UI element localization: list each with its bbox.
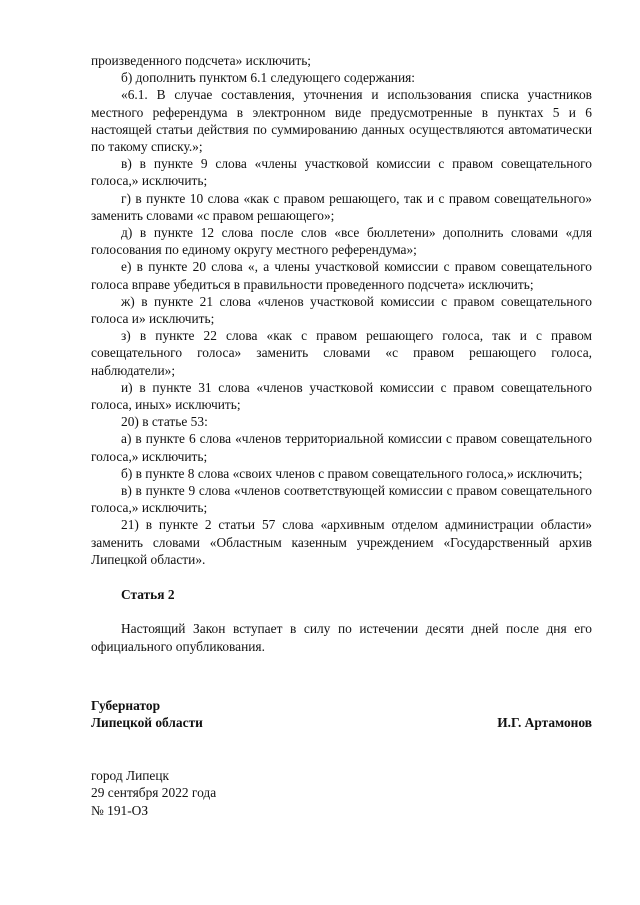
signature-name: И.Г. Артамонов	[497, 714, 592, 730]
signature-title-line2: Липецкой области	[91, 714, 203, 730]
paragraph-2: б) дополнить пунктом 6.1 следующего содержания:	[121, 70, 415, 86]
paragraph-13: б) в пункте 8 слова «своих членов с правом совещательного голоса,» исключить;	[121, 465, 583, 481]
paragraph-6: д) в пункте 12 слова после слов «все бюллетени» дополнить словами «для голосования по единому округу местного референдума»;	[91, 225, 592, 258]
article-heading: Статья 2	[121, 587, 175, 603]
paragraph-5: г) в пункте 10 слова «как с правом решающего, так и с правом совещательного» заменить словами «с правом решающего»;	[91, 190, 592, 223]
paragraph-8: ж) в пункте 21 слова «членов участковой комиссии с правом совещательного голоса и» исключить;	[91, 293, 592, 327]
paragraph-3: «6.1. В случае составления, уточнения и использования списка участников местного референдума в электронном виде предусмотренные в пунктах 5 и 6 настоящей статьи действия по суммированию данных осуществляются автоматически по такому списку.»;	[91, 87, 592, 155]
article-text: Настоящий Закон вступает в силу по истечении десяти дней после дня его официального опубликования.	[91, 621, 592, 654]
paragraph-11: 20) в статье 53:	[121, 414, 208, 430]
paragraph-7: е) в пункте 20 слова «, а члены участковой комиссии с правом совещательного голоса вправе убедиться в правильности проведенного подсчета» исключить;	[91, 259, 592, 292]
paragraph-1: произведенного подсчета» исключить;	[91, 53, 312, 68]
signature-title-line1: Губернатор	[91, 697, 161, 713]
footer-number: № 191-ОЗ	[91, 802, 149, 818]
paragraph-10: и) в пункте 31 слова «членов участковой комиссии с правом совещательного голоса, иных» исключить;	[91, 379, 592, 413]
document-footer	[91, 767, 592, 819]
paragraph-14: в) в пункте 9 слова «членов соответствующей комиссии с правом совещательного голоса,» исключить;	[91, 483, 592, 516]
signature-block	[91, 697, 592, 731]
footer-date: 29 сентября 2022 года	[91, 785, 217, 801]
amendments-list	[91, 52, 592, 568]
paragraph-15: 21) в пункте 2 статьи 57 слова «архивным отделом администрации области» заменить словами «Областным казенным учреждением «Государственный архив Липецкой области».	[91, 517, 592, 567]
paragraph-4: в) в пункте 9 слова «члены участковой комиссии с правом совещательного голоса,» исключить;	[91, 156, 592, 189]
footer-city: город Липецк	[91, 768, 170, 784]
paragraph-9: з) в пункте 22 слова «как с правом решающего голоса, так и с правом совещательного голоса» заменить словами «с правом решающего голоса, наблюдатели»;	[91, 328, 592, 378]
paragraph-12: а) в пункте 6 слова «членов территориальной комиссии с правом совещательного голоса,» исключить;	[91, 431, 592, 464]
